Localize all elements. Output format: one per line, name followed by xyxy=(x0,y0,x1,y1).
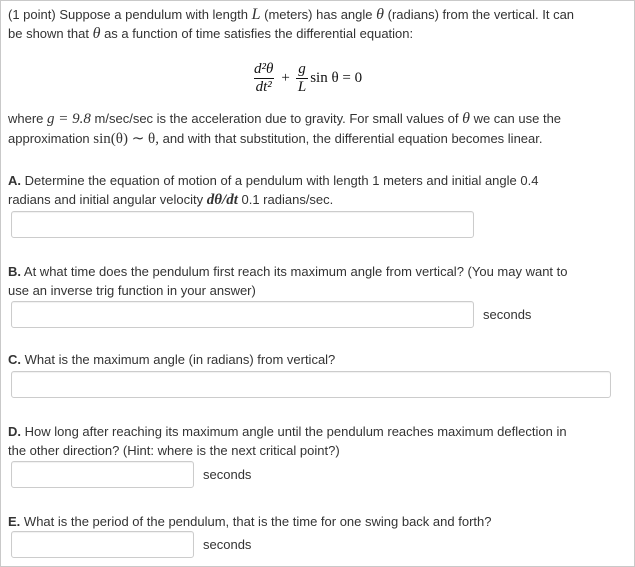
answer-a-input[interactable] xyxy=(11,211,474,238)
plus-sign: + xyxy=(281,69,290,86)
intro-text: (meters) has angle xyxy=(264,7,373,22)
intro-text: as a function of time satisfies the differential equation: xyxy=(104,26,414,41)
var-L: L xyxy=(251,6,261,23)
question-label: E. xyxy=(8,514,21,529)
gravity-text: and with that substitution, the differential equation becomes linear. xyxy=(162,131,543,146)
question-text: At what time does the pendulum first reach its maximum angle from vertical? (You may want to xyxy=(23,264,568,279)
fraction-numerator: d²θ xyxy=(254,60,274,77)
fraction-denominator: dt² xyxy=(255,78,272,95)
var-theta: θ xyxy=(376,6,384,23)
second-derivative-fraction xyxy=(252,61,275,96)
seconds-unit-label: seconds xyxy=(203,467,252,482)
gravity-paragraph xyxy=(8,109,626,149)
question-text: Determine the equation of motion of a pendulum with length 1 meters and initial angle 0.4 xyxy=(24,173,539,188)
question-label: C. xyxy=(8,352,21,367)
seconds-unit-label: seconds xyxy=(483,307,532,322)
answer-d-input[interactable] xyxy=(11,461,194,488)
question-text: What is the period of the pendulum, that is the time for one swing back and forth? xyxy=(23,514,492,529)
var-theta: θ xyxy=(462,110,470,127)
differential-equation xyxy=(250,56,362,100)
question-text: radians and initial angular velocity xyxy=(8,192,204,207)
g-over-L-fraction xyxy=(296,61,308,96)
question-text: How long after reaching its maximum angle until the pendulum reaches maximum deflection in xyxy=(24,424,567,439)
intro-text: (radians) from the vertical. It can xyxy=(387,7,575,22)
gravity-text: we can use the xyxy=(473,111,562,126)
intro-paragraph xyxy=(8,5,626,43)
seconds-unit-label: seconds xyxy=(203,537,252,552)
fraction-denominator: L xyxy=(297,78,307,95)
points-label: (1 point) xyxy=(8,7,56,22)
var-theta: θ xyxy=(92,25,101,42)
intro-text: Suppose a pendulum with length xyxy=(59,7,248,22)
gravity-value: g = 9.8 xyxy=(47,111,91,127)
question-label: B. xyxy=(8,264,21,279)
question-text: What is the maximum angle (in radians) from vertical? xyxy=(24,352,336,367)
equation-rest: sin θ = 0 xyxy=(310,69,363,86)
question-text: the other direction? (Hint: where is the next critical point?) xyxy=(8,443,340,458)
question-label: A. xyxy=(8,173,21,188)
angular-velocity-symbol: dθ/dt xyxy=(206,192,238,208)
gravity-text: m/sec/sec is the acceleration due to gravity. For small values of xyxy=(94,111,459,126)
question-c xyxy=(8,350,626,369)
question-d xyxy=(8,422,626,460)
small-angle-approximation: sin(θ) ∼ θ, xyxy=(93,131,159,147)
gravity-text: where xyxy=(8,111,44,126)
question-b xyxy=(8,262,626,300)
gravity-text: approximation xyxy=(8,131,90,146)
question-text: use an inverse trig function in your answer) xyxy=(8,283,256,298)
question-text: 0.1 radians/sec. xyxy=(241,192,334,207)
question-e xyxy=(8,512,626,531)
answer-e-input[interactable] xyxy=(11,531,194,558)
answer-b-input[interactable] xyxy=(11,301,474,328)
fraction-numerator: g xyxy=(298,60,306,77)
question-a xyxy=(8,171,626,210)
question-label: D. xyxy=(8,424,21,439)
intro-text: be shown that xyxy=(8,26,89,41)
answer-c-input[interactable] xyxy=(11,371,611,398)
